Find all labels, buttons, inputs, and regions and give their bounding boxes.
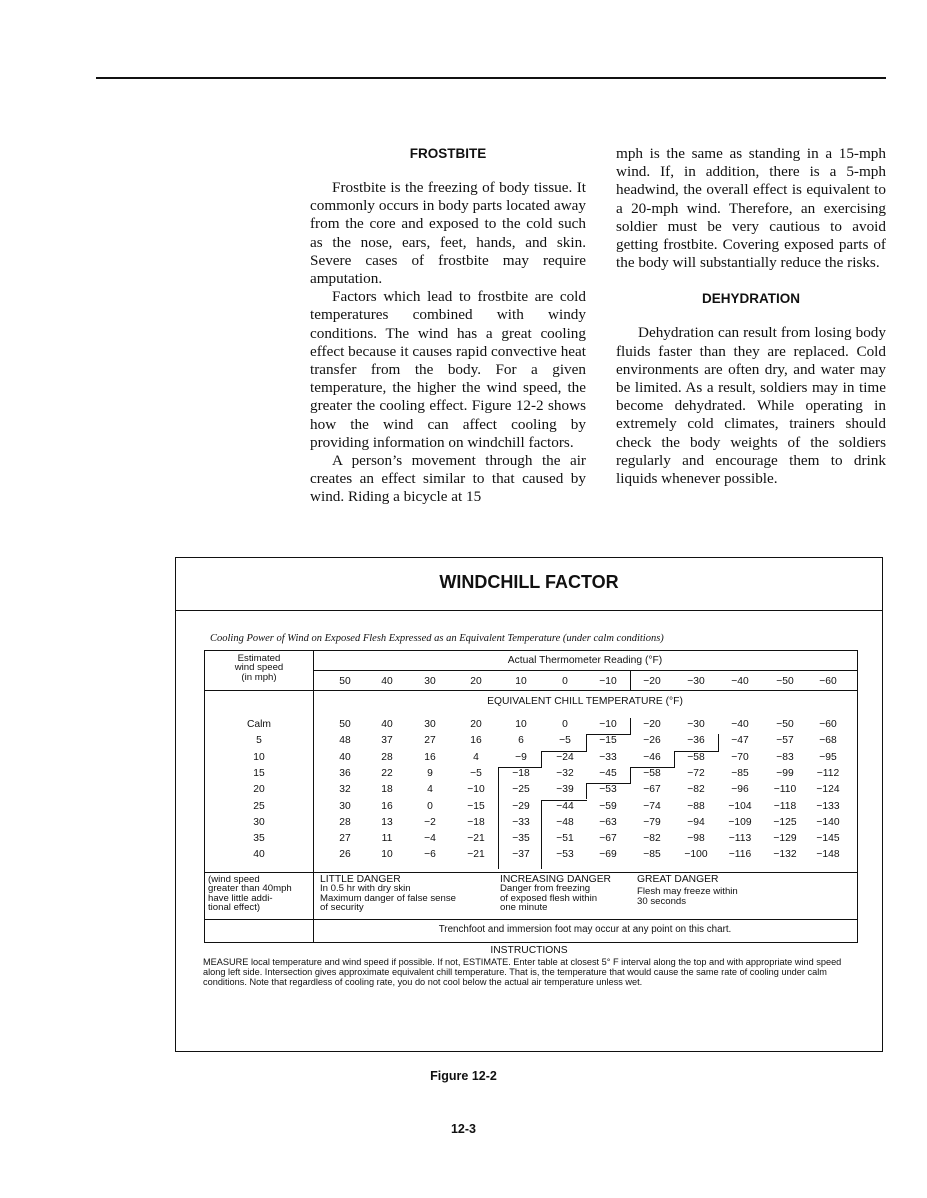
temperature-header-cell: 30 xyxy=(424,676,436,687)
footnote-line: greater than 40mph xyxy=(208,883,292,895)
chill-cell: −70 xyxy=(731,751,749,763)
chill-cell: −99 xyxy=(776,767,794,779)
increasing-danger-line: one minute xyxy=(500,902,548,914)
chill-cell: 28 xyxy=(339,816,351,828)
chill-cell: −21 xyxy=(467,833,485,845)
table-rule xyxy=(313,670,857,671)
chill-cell: −132 xyxy=(773,849,797,861)
chill-cell: −33 xyxy=(512,816,530,828)
danger-boundary-line xyxy=(674,751,675,767)
great-danger-line: 30 seconds xyxy=(637,895,687,907)
chill-cell: −46 xyxy=(643,751,661,763)
chill-cell: 27 xyxy=(339,833,351,845)
chill-cell: −15 xyxy=(467,800,485,812)
chill-cell: −53 xyxy=(556,849,574,861)
temperature-header-cell: 40 xyxy=(381,676,393,687)
little-danger xyxy=(320,875,456,913)
danger-boundary-line xyxy=(630,671,631,690)
chill-cell: −148 xyxy=(816,849,840,861)
danger-boundary-line xyxy=(498,767,499,869)
little-danger-label: LITTLE DANGER xyxy=(320,874,401,885)
temperature-header-cell: −40 xyxy=(731,676,749,687)
wind-speed-label: 15 xyxy=(253,767,265,779)
chill-cell: −110 xyxy=(773,784,797,796)
chill-cell: 48 xyxy=(339,735,351,747)
danger-boundary-line xyxy=(674,751,719,752)
left-column xyxy=(310,145,586,507)
wind-speed-label: 10 xyxy=(253,751,265,763)
chill-cell: 10 xyxy=(381,849,393,861)
chill-cell: −20 xyxy=(643,719,661,730)
chill-cell: 27 xyxy=(424,735,436,747)
footnote-line: tional effect) xyxy=(208,902,261,914)
chill-cell: −50 xyxy=(776,719,794,730)
chill-cell: −36 xyxy=(687,735,705,747)
chill-cell: 20 xyxy=(470,719,482,730)
page-number: 12-3 xyxy=(450,1122,477,1136)
chill-cell: −83 xyxy=(776,751,794,763)
chill-cell: 30 xyxy=(424,719,436,730)
frostbite-heading: FROSTBITE xyxy=(409,146,487,161)
row-header-line: wind speed xyxy=(234,662,284,674)
figure-title-box xyxy=(176,558,882,611)
temperature-header-cell: −30 xyxy=(687,676,705,687)
chill-cell: −68 xyxy=(819,735,837,747)
increasing-danger-line: Danger from freezing xyxy=(500,883,591,895)
chill-cell: 13 xyxy=(381,816,393,828)
chill-cell: 32 xyxy=(339,784,351,796)
footnote-line: (wind speed xyxy=(208,874,260,885)
chill-cell: −69 xyxy=(599,849,617,861)
chill-cell: 9 xyxy=(427,767,433,779)
chill-cell: −85 xyxy=(643,849,661,861)
chill-cell: −10 xyxy=(467,784,485,796)
chill-cell: −48 xyxy=(556,816,574,828)
chill-cell: −104 xyxy=(728,800,752,812)
equivalent-chill-header: EQUIVALENT CHILL TEMPERATURE (°F) xyxy=(487,696,683,707)
little-danger-line: of security xyxy=(320,902,364,914)
row-header xyxy=(205,654,313,682)
chill-cell: −29 xyxy=(512,800,530,812)
right-column xyxy=(616,145,886,488)
chill-cell: −30 xyxy=(687,719,705,730)
chill-cell: −133 xyxy=(816,800,840,812)
dehydration-heading: DEHYDRATION xyxy=(701,291,800,307)
danger-boundary-line xyxy=(586,734,587,750)
chill-cell: −88 xyxy=(687,800,705,812)
frostbite-paragraph-1: Frostbite is the freezing of body tissue. It commonly occurs in body parts located away from the core and exposed to the cold such as the nose, ears, feet, hands, and skin. Severe cases of frostbite may require amputation. xyxy=(310,179,586,288)
danger-boundary-line xyxy=(541,800,542,869)
chill-cell: 0 xyxy=(427,800,433,812)
chill-cell: −45 xyxy=(599,767,617,779)
chill-cell: −57 xyxy=(776,735,794,747)
chill-cell: −109 xyxy=(728,816,752,828)
danger-boundary-line xyxy=(586,783,631,784)
chill-cell: −124 xyxy=(816,784,840,796)
chill-cell: −32 xyxy=(556,767,574,779)
chill-cell: 40 xyxy=(339,751,351,763)
chill-cell: −25 xyxy=(512,784,530,796)
increasing-danger-label: INCREASING DANGER xyxy=(500,874,611,885)
chill-cell: 11 xyxy=(381,833,393,845)
danger-boundary-line xyxy=(630,718,631,734)
chill-cell: −47 xyxy=(731,735,749,747)
wind-speed-label: 40 xyxy=(253,849,265,861)
chill-cell: −140 xyxy=(816,816,840,828)
chill-cell: −4 xyxy=(424,833,436,845)
chill-cell: 16 xyxy=(381,800,393,812)
chill-cell: −33 xyxy=(599,751,617,763)
frostbite-paragraph-2: Factors which lead to frostbite are cold temperatures combined with windy conditions. The wind has a great cooling effect because it causes rapid convective heat transfer from the body. For a given temperature, the higher the wind speed, the greater the cooling effect. Figure 12-2 shows how the wind can affect cooling by providing information on windchill factors. xyxy=(310,288,586,451)
chill-cell: −94 xyxy=(687,816,705,828)
chill-cell: −35 xyxy=(512,833,530,845)
chill-cell: 50 xyxy=(339,719,351,730)
danger-boundary-line xyxy=(498,767,542,768)
chill-cell: −118 xyxy=(773,800,797,812)
chill-cell: −125 xyxy=(773,816,797,828)
table-vertical-divider xyxy=(313,651,314,942)
chill-cell: −40 xyxy=(731,719,749,730)
chill-cell: 16 xyxy=(470,735,482,747)
chill-cell: −100 xyxy=(684,849,708,861)
footnote-line: have little addi- xyxy=(208,892,273,904)
chill-cell: 16 xyxy=(424,751,436,763)
danger-boundary-line xyxy=(718,734,719,750)
chill-cell: −67 xyxy=(643,784,661,796)
chill-cell: −145 xyxy=(816,833,840,845)
chill-cell: −53 xyxy=(599,784,617,796)
chill-cell: −72 xyxy=(687,767,705,779)
temperature-header-cell: 10 xyxy=(515,676,527,687)
chill-cell: −44 xyxy=(556,800,574,812)
wind-speed-label: Calm xyxy=(246,719,272,730)
wind-speed-label: 25 xyxy=(253,800,265,812)
chill-cell: −5 xyxy=(470,767,482,779)
danger-boundary-line xyxy=(541,751,542,767)
table-rule xyxy=(205,872,857,873)
row-header-line: (in mph) xyxy=(241,671,277,683)
chill-cell: −21 xyxy=(467,849,485,861)
top-rule xyxy=(96,77,886,79)
chill-cell: 18 xyxy=(381,784,393,796)
little-danger-line: In 0.5 hr with dry skin xyxy=(320,883,411,895)
chill-cell: −95 xyxy=(819,751,837,763)
chill-cell: −51 xyxy=(556,833,574,845)
chill-cell: −9 xyxy=(515,751,527,763)
wind-speed-label: 35 xyxy=(253,833,265,845)
chill-cell: 10 xyxy=(515,719,527,730)
chill-cell: −10 xyxy=(599,719,617,730)
chill-cell: −18 xyxy=(512,767,530,779)
chill-cell: −112 xyxy=(816,767,840,779)
chill-cell: 36 xyxy=(339,767,351,779)
danger-boundary-line xyxy=(630,767,675,768)
chill-cell: −82 xyxy=(687,784,705,796)
temperature-header-cell: −10 xyxy=(599,676,617,687)
chill-cell: −37 xyxy=(512,849,530,861)
chill-cell: −113 xyxy=(728,833,752,845)
danger-boundary-line xyxy=(541,800,587,801)
windchill-table xyxy=(204,650,858,943)
dehydration-paragraph: Dehydration can result from losing body fluids faster than they are replaced. Cold environments are often dry, and water may be limited. As a result, soldiers may in time become dehydrated. While operating in extremely cold climates, trainers should check the body weights of the soldiers regularly and encourage them to drink liquids whenever possible. xyxy=(616,324,886,488)
figure-subtitle: Cooling Power of Wind on Exposed Flesh Expressed as an Equivalent Temperature (under calm conditions) xyxy=(210,633,664,644)
temperature-header-cell: 0 xyxy=(562,676,568,687)
little-danger-line: Maximum danger of false sense xyxy=(320,892,456,904)
chill-cell: −5 xyxy=(559,735,571,747)
chill-cell: 40 xyxy=(381,719,393,730)
chill-cell: −2 xyxy=(424,816,436,828)
instructions-text: MEASURE local temperature and wind speed if possible. If not, ESTIMATE. Enter table at closest 5° F interval along the top and with appropriate wind speed along left side. Intersection gives approximate equivalent chill temperature. That is, the temperature that would cause the same rate of cooling under calm conditions. Note that regardless of cooling rate, you do not cool below the actual air temperature unless wet. xyxy=(203,957,842,988)
wind-footnote xyxy=(208,875,312,913)
wind-speed-label: 30 xyxy=(253,816,265,828)
chill-cell: −18 xyxy=(467,816,485,828)
instructions-title: INSTRUCTIONS xyxy=(490,945,568,956)
frostbite-paragraph-3: A person’s movement through the air creates an effect similar to that caused by wind. Riding a bicycle at 15 xyxy=(310,452,586,506)
chill-cell: −60 xyxy=(819,719,837,730)
chill-cell: 4 xyxy=(473,751,479,763)
chill-cell: 26 xyxy=(339,849,351,861)
thermometer-header: Actual Thermometer Reading (°F) xyxy=(507,655,663,666)
figure-title: WINDCHILL FACTOR xyxy=(439,572,619,592)
great-danger xyxy=(637,875,738,906)
chill-cell: −63 xyxy=(599,816,617,828)
temperature-header-cell: −20 xyxy=(643,676,661,687)
chill-cell: −116 xyxy=(728,849,752,861)
chill-cell: −58 xyxy=(687,751,705,763)
temperature-header-cell: 20 xyxy=(470,676,482,687)
table-rule xyxy=(205,690,857,691)
chill-cell: −129 xyxy=(773,833,797,845)
chill-cell: 6 xyxy=(518,735,524,747)
chill-cell: −96 xyxy=(731,784,749,796)
chill-cell: −79 xyxy=(643,816,661,828)
chill-cell: −67 xyxy=(599,833,617,845)
chill-cell: −82 xyxy=(643,833,661,845)
frostbite-continuation: mph is the same as standing in a 15-mph wind. If, in addition, there is a 5-mph headwind, the overall effect is equivalent to a 20-mph wind. Therefore, an exercising soldier must be very cautious to avoid getting frostbite. Covering exposed parts of the body will substantially reduce the risks. xyxy=(616,145,886,272)
chill-cell: −98 xyxy=(687,833,705,845)
chill-cell: −39 xyxy=(556,784,574,796)
temperature-header-cell: −50 xyxy=(776,676,794,687)
danger-boundary-line xyxy=(586,734,631,735)
wind-speed-label: 5 xyxy=(256,735,262,747)
chill-cell: 0 xyxy=(562,719,568,730)
temperature-header-cell: 50 xyxy=(339,676,351,687)
chill-cell: −6 xyxy=(424,849,436,861)
chill-cell: −59 xyxy=(599,800,617,812)
great-danger-label: GREAT DANGER xyxy=(637,874,719,885)
chill-cell: −24 xyxy=(556,751,574,763)
increasing-danger xyxy=(500,875,611,913)
danger-boundary-line xyxy=(586,783,587,799)
chill-cell: −85 xyxy=(731,767,749,779)
table-rule xyxy=(205,919,857,920)
figure-caption: Figure 12-2 xyxy=(430,1069,497,1083)
chill-cell: −15 xyxy=(599,735,617,747)
increasing-danger-line: of exposed flesh within xyxy=(500,892,598,904)
danger-boundary-line xyxy=(630,767,631,783)
chill-cell: 22 xyxy=(381,767,393,779)
windchill-figure xyxy=(175,557,883,1052)
chill-cell: 37 xyxy=(381,735,393,747)
danger-boundary-line xyxy=(541,751,587,752)
chill-cell: 28 xyxy=(381,751,393,763)
chill-cell: 4 xyxy=(427,784,433,796)
chill-cell: 30 xyxy=(339,800,351,812)
temperature-header-cell: −60 xyxy=(819,676,837,687)
chill-cell: −26 xyxy=(643,735,661,747)
great-danger-line: Flesh may freeze within xyxy=(637,886,738,898)
chill-cell: −74 xyxy=(643,800,661,812)
row-header-line: Estimated xyxy=(237,653,281,664)
wind-speed-label: 20 xyxy=(253,784,265,796)
trenchfoot-note: Trenchfoot and immersion foot may occur at any point on this chart. xyxy=(438,924,732,935)
chill-cell: −58 xyxy=(643,767,661,779)
